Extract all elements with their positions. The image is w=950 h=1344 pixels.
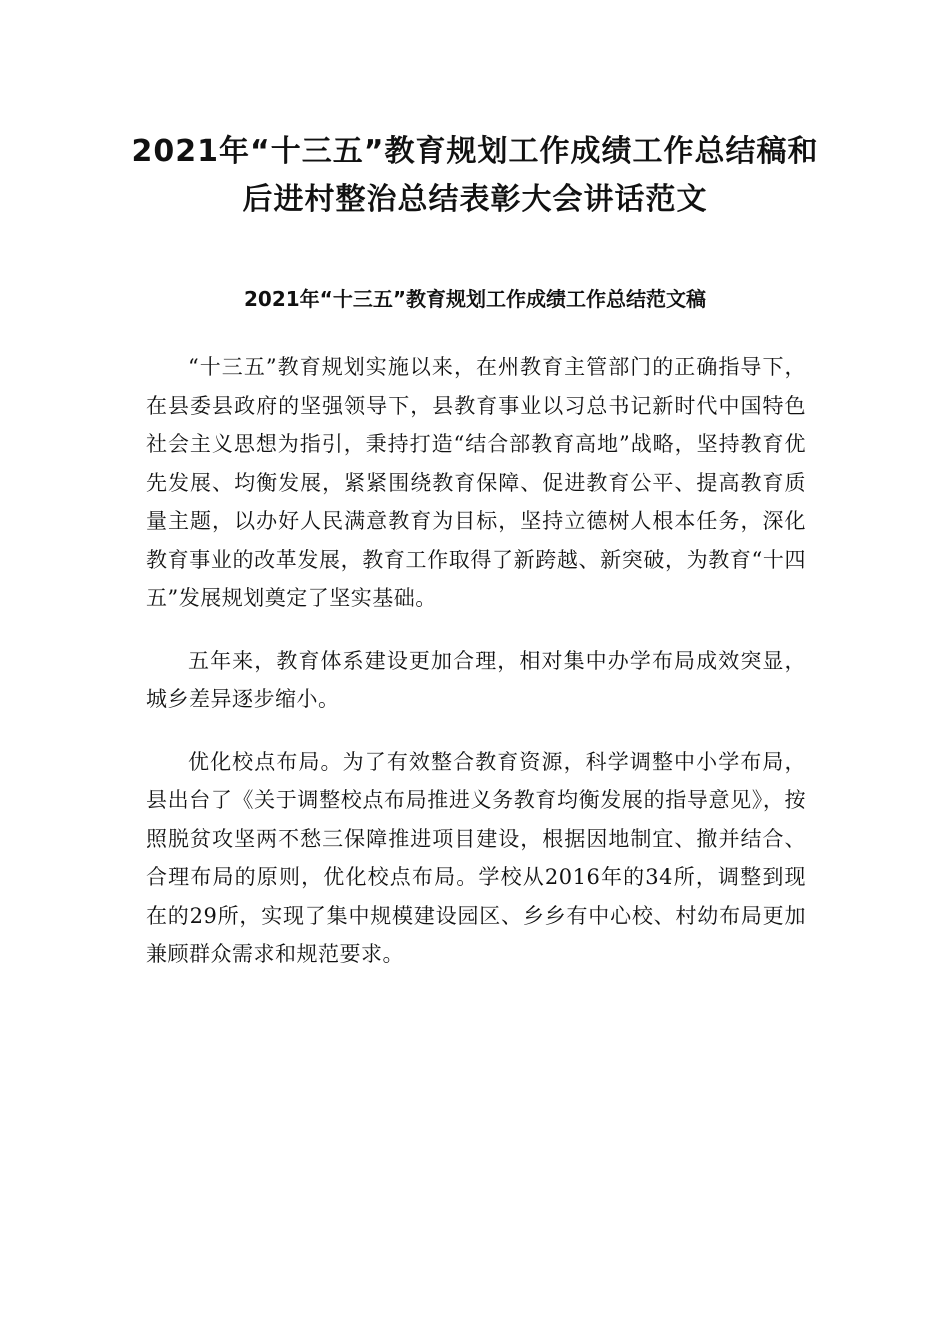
title-line-1: 2021年“十三五”教育规划工作成绩工作总结稿和 <box>131 134 819 169</box>
title-line-2: 后进村整治总结表彰大会讲话范文 <box>242 182 708 217</box>
paragraph-intro: “十三五”教育规划实施以来，在州教育主管部门的正确指导下，在县委县政府的坚强领导下，县教育事业以习总书记新时代中国特色社会主义思想为指引，秉持打造“结合部教育高地”战略，坚持教育优先发展、均衡发展，紧紧围绕教育保障、促进教育公平、提高教育质量主题，以办好人民满意教育为目标，坚持立德树人根本任务，深化教育事业的改革发展，教育工作取得了新跨越、新突破，为教育“十四五”发展规划奠定了坚实基础。 <box>146 355 806 610</box>
document-title <box>120 128 830 224</box>
section-title: 2021年“十三五”教育规划工作成绩工作总结范文稿 <box>244 287 706 311</box>
paragraph-summary: 五年来，教育体系建设更加合理，相对集中办学布局成效突显，城乡差异逐步缩小。 <box>146 648 806 711</box>
paragraph-school-layout: 优化校点布局。为了有效整合教育资源，科学调整中小学布局，县出台了《关于调整校点布局推进义务教育均衡发展的指导意见》，按照脱贫攻坚两不愁三保障推进项目建设，根据因地制宜、撤并结合、合理布局的原则，优化校点布局。学校从2016年的34所，调整到现在的29所，实现了集中规模建设园区、乡乡有中心校、村幼布局更加兼顾群众需求和规范要求。 <box>146 749 806 966</box>
document-body <box>146 348 806 998</box>
